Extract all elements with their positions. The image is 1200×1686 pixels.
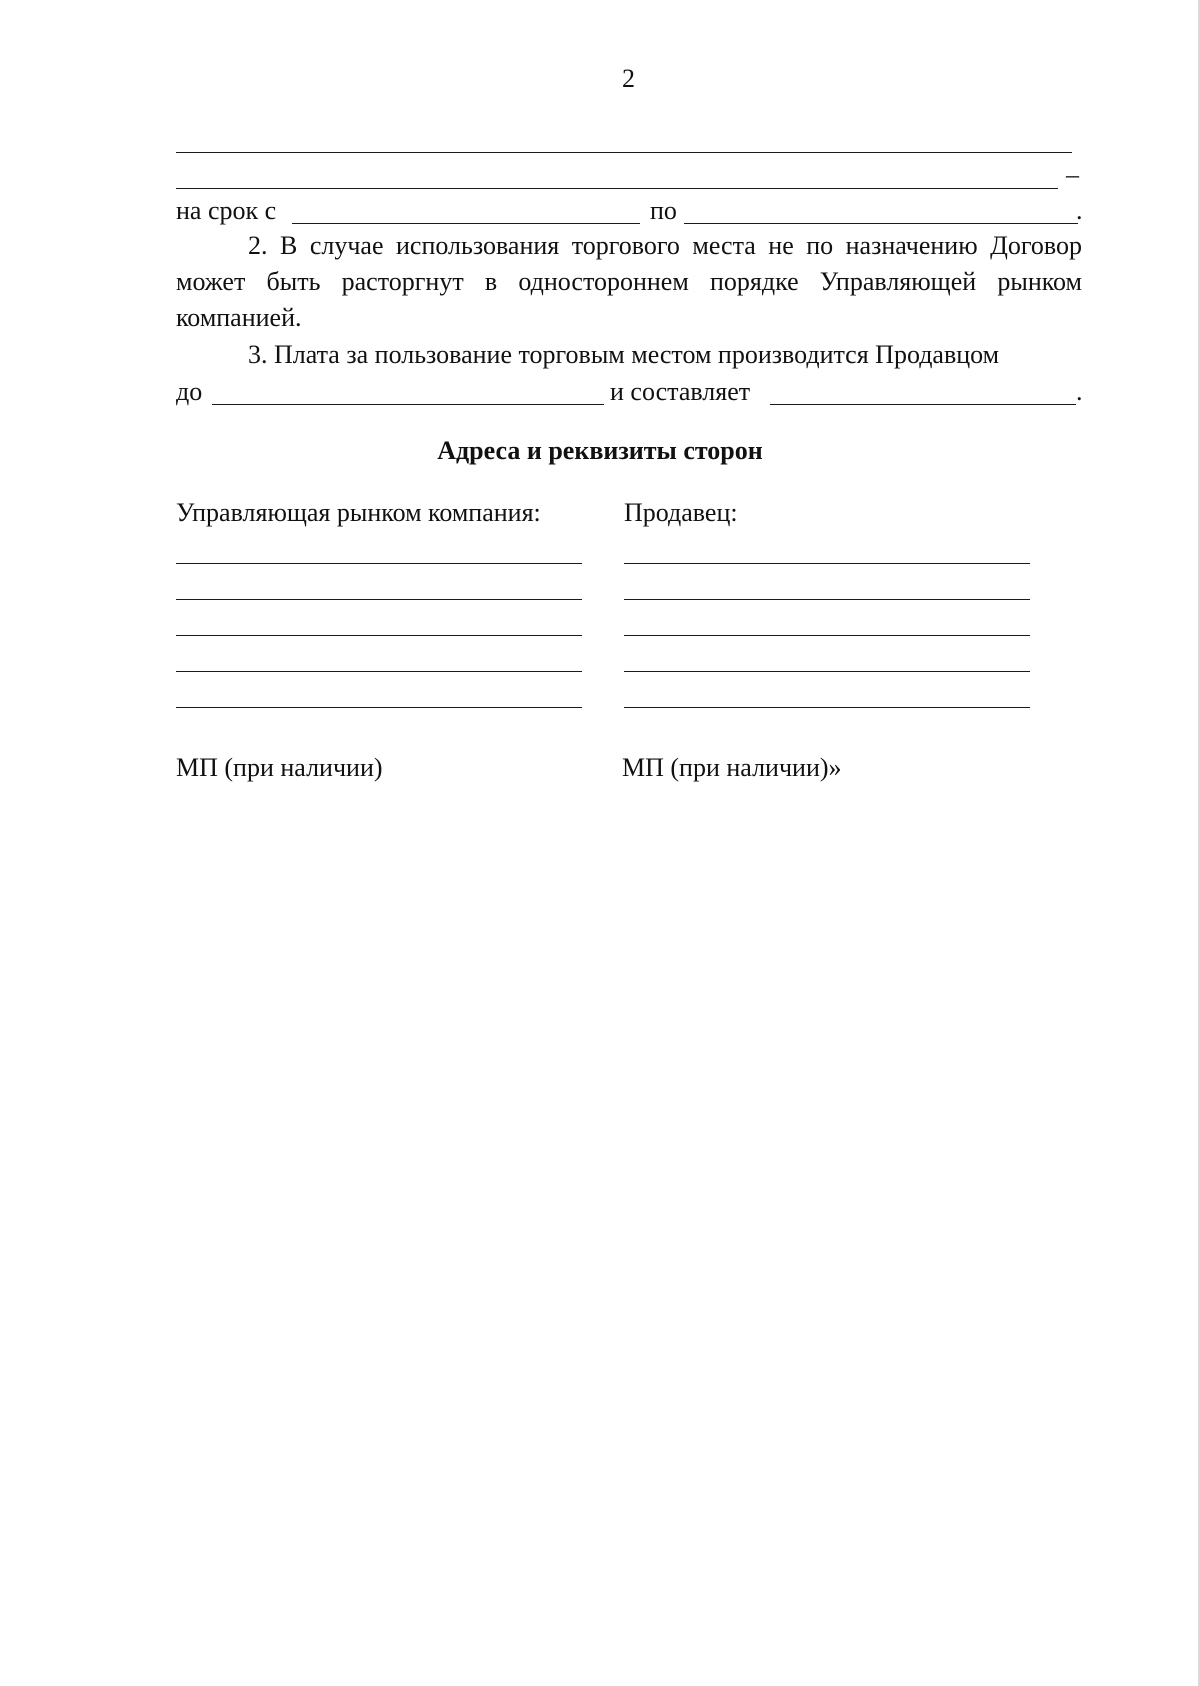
right-requisite-line[interactable]: [624, 707, 1030, 708]
left-requisite-line[interactable]: [176, 599, 582, 600]
left-requisite-line[interactable]: [176, 671, 582, 672]
term-to-field[interactable]: [684, 223, 1078, 224]
right-stamp-label: МП (при наличии)»: [622, 753, 842, 782]
blank-line-top-2: [176, 188, 1058, 189]
left-requisite-line[interactable]: [176, 563, 582, 564]
term-from-field[interactable]: [292, 223, 640, 224]
line-continuation-dash: –: [1066, 160, 1079, 189]
party-left-label: Управляющая рынком компания:: [176, 498, 541, 527]
right-requisite-line[interactable]: [624, 563, 1030, 564]
clause-3-line-1: 3. Плата за пользование торговым местом производится Продавцом: [248, 340, 1000, 369]
clause-3-until-label: до: [176, 377, 203, 406]
clause-3-end-dot: .: [1076, 377, 1083, 406]
blank-line-top-1: [176, 152, 1072, 153]
left-stamp-label: МП (при наличии): [176, 753, 383, 782]
page-number: 2: [622, 64, 635, 93]
left-requisite-line[interactable]: [176, 635, 582, 636]
left-requisite-line[interactable]: [176, 707, 582, 708]
right-requisite-line[interactable]: [624, 599, 1030, 600]
clause-3-amount-label: и составляет: [610, 377, 751, 406]
right-requisite-line[interactable]: [624, 671, 1030, 672]
clause-3-until-field[interactable]: [212, 404, 604, 405]
term-end-dot: .: [1076, 196, 1083, 225]
term-from-label: на срок с: [176, 196, 277, 225]
clause-3-amount-field[interactable]: [770, 404, 1076, 405]
term-to-label: по: [650, 196, 677, 225]
right-requisite-line[interactable]: [624, 635, 1030, 636]
party-right-label: Продавец:: [624, 498, 738, 527]
section-title: Адреса и реквизиты сторон: [437, 436, 763, 465]
clause-2: [176, 228, 1082, 336]
clause-2-text: 2. В случае использования торгового места не по назначению Договор может быть расторгнут в одностороннем порядке Управляющей рынком компанией.: [176, 231, 1082, 332]
